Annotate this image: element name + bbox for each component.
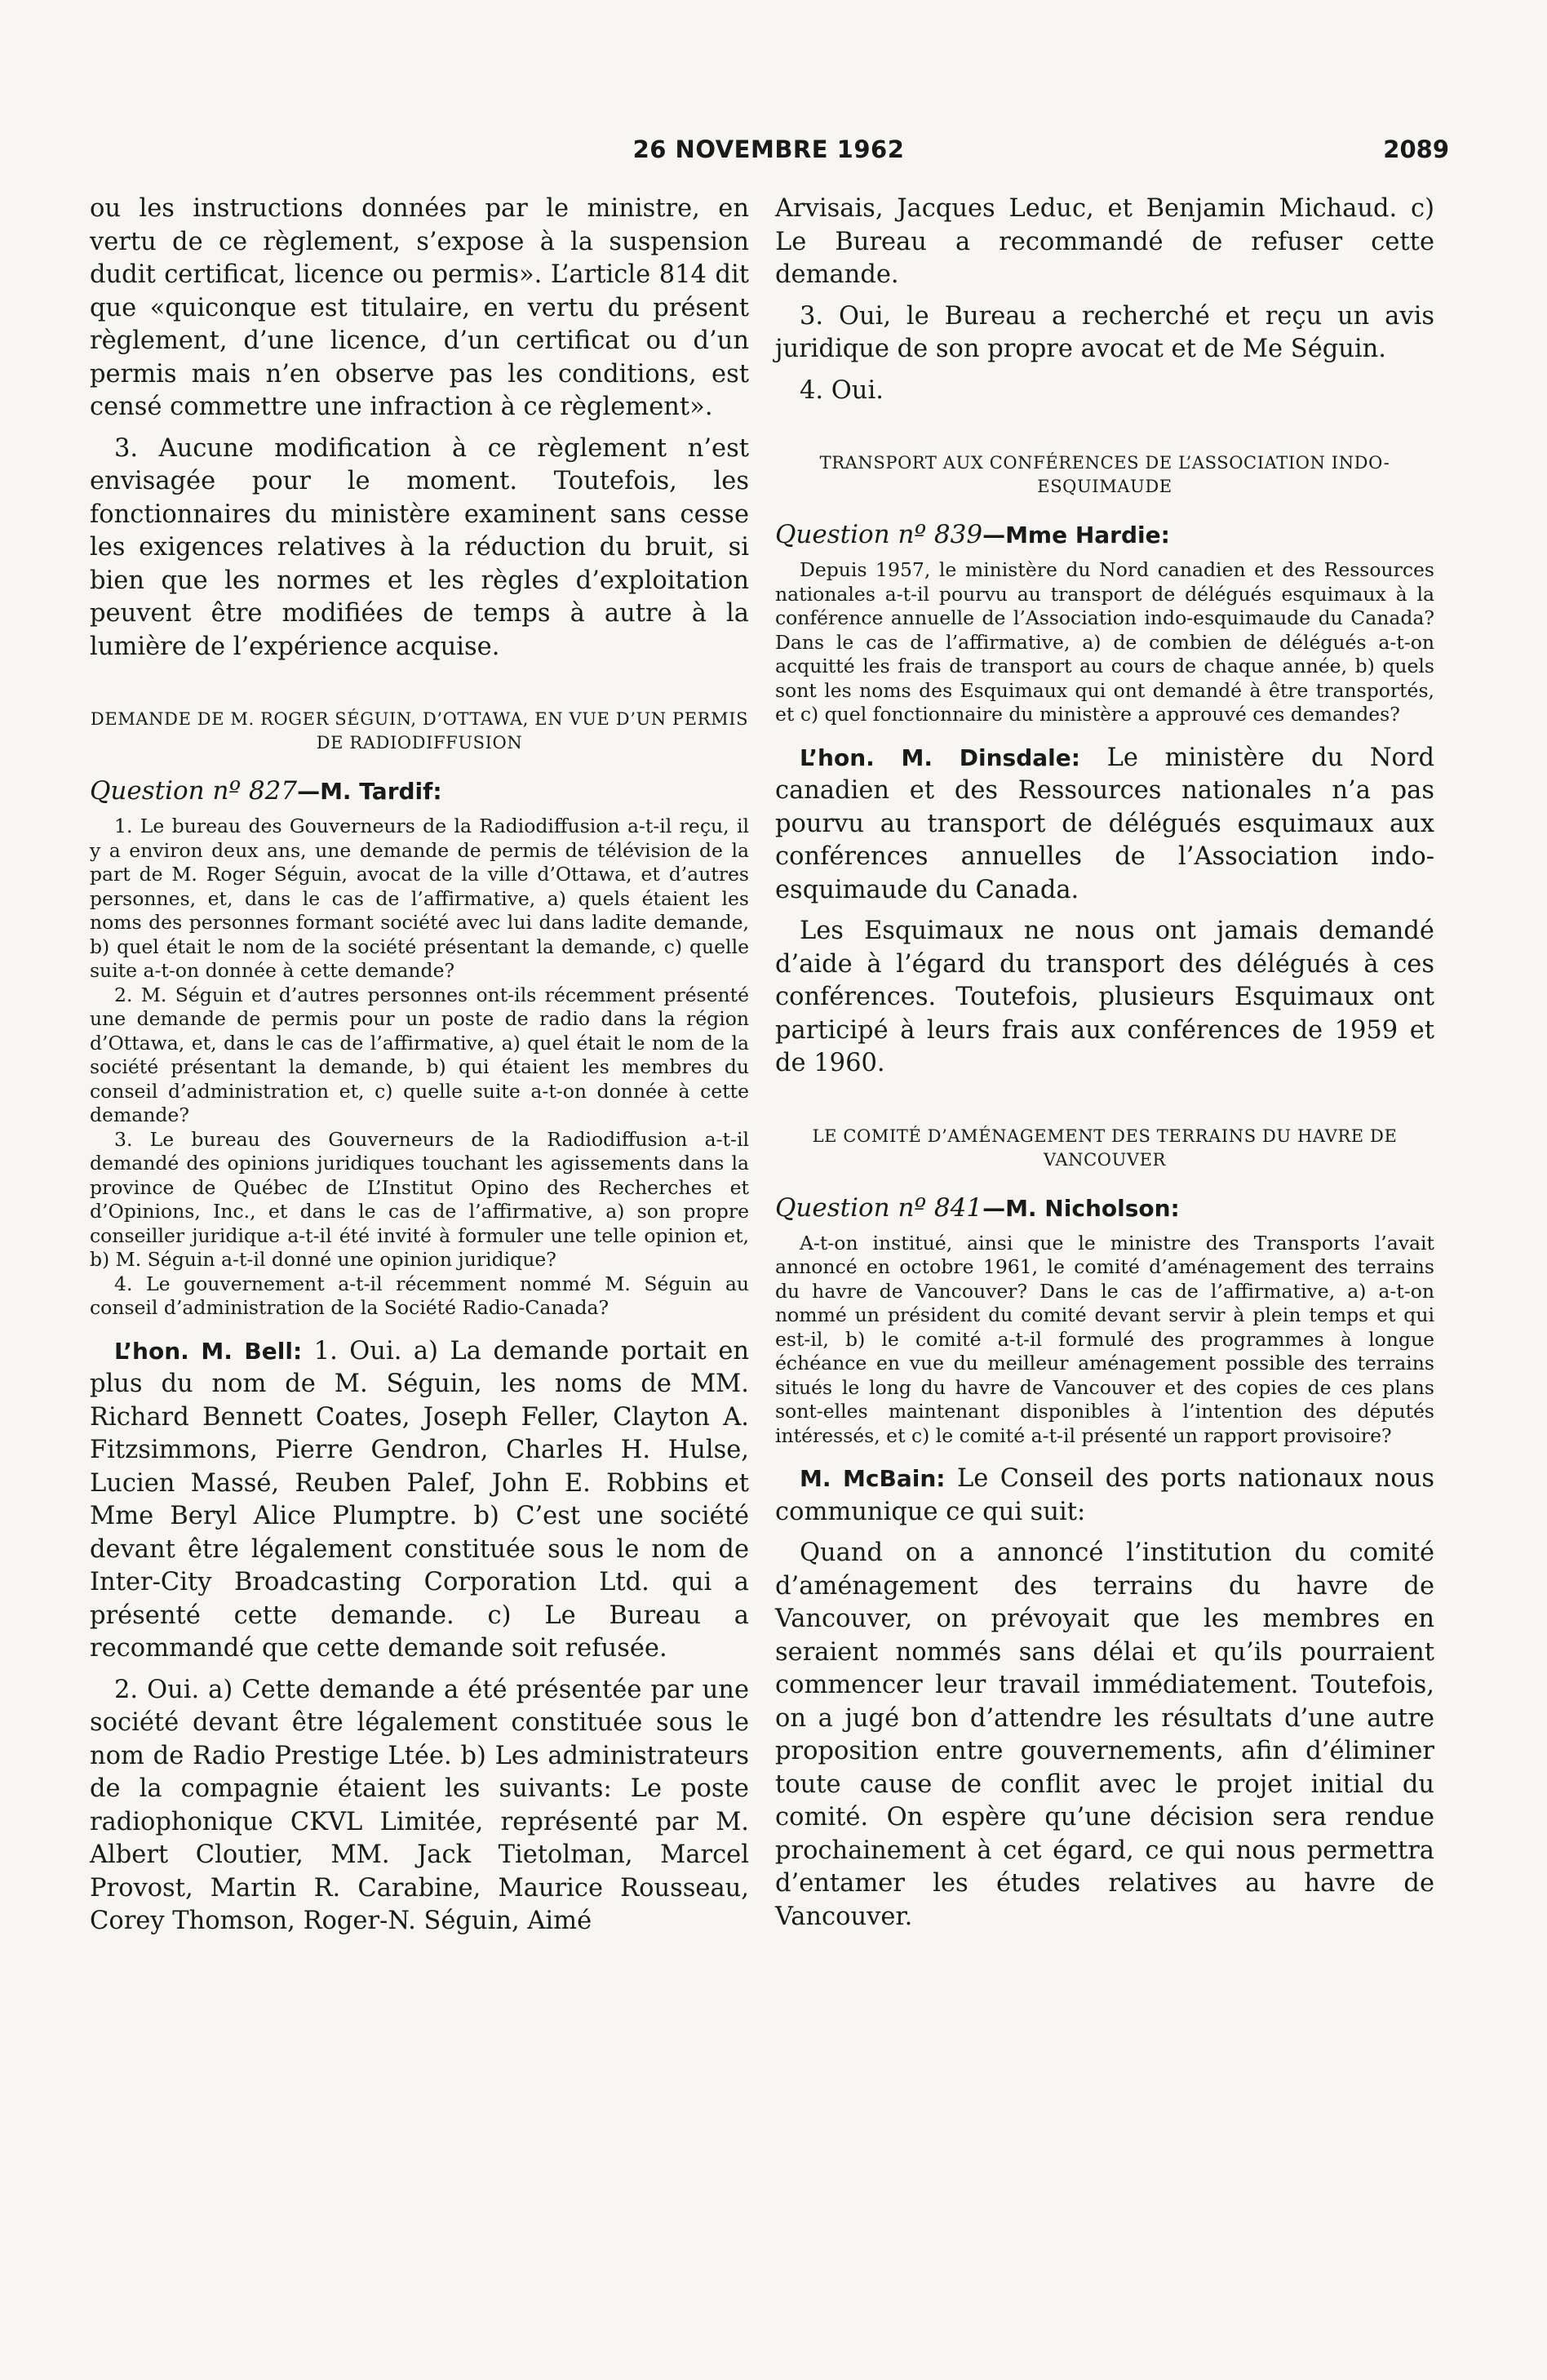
question-asker: —M. Tardif: — [297, 778, 442, 805]
speaker-name: M. McBain: — [800, 1465, 946, 1492]
paragraph: Les Esquimaux ne nous ont jamais demandé d’aide à l’égard du transport des délégués à ces conférences. Toutefois, plusieurs Esquimaux ont participé à leurs frais aux conférences de 1959 et de 1960. — [775, 917, 1434, 1077]
question-item: 3. Le bureau des Gouverneurs de la Radiodiffusion a-t-il demandé des opinions juridiques touchant les agissements dans la province de Québec de L’Institut Opino des Recherches et d’Opinions, Inc., et dans le cas de l’affirmative, a) son propre conseiller juridique a-t-il été invité à formuler une telle opinion et, b) M. Séguin a-t-il donné une opinion juridique? — [90, 1127, 749, 1271]
question-asker: —Mme Hardie: — [982, 522, 1170, 548]
paragraph: Arvisais, Jacques Leduc, et Benjamin Michaud. c) Le Bureau a recommandé de refuser cette demande. — [775, 194, 1434, 289]
answer-text: 1. Oui. a) La demande portait en plus du nom de M. Séguin, les noms de MM. Richard Bennett Coates, Joseph Feller, Clayton A. Fitzsimmons, Pierre Gendron, Charles H. Hulse, Lucien Massé, Reuben Palef, John E. Robbins et Mme Beryl Alice Plumptre. b) C’est une société devant être légalement constituée sous le nom de Inter-City Broadcasting Corporation Ltd. qui a présenté cette demande. c) Le Bureau a recommandé que cette demande soit refusée. — [90, 1336, 750, 1663]
question-text: Depuis 1957, le ministère du Nord canadien et des Ressources nationales a-t-il pourvu au transport de délégués esquimaux à la conférence annuelle de l’Association indo-esquimaude du Canada? Dans le cas de l’affirmative, a) de combien de délégués a-t-on acquitté les frais de transport au cours de chaque année, b) quels sont les noms des Esquimaux qui ont demandé à être transportés, et c) quel fonctionnaire du ministère a approuvé ces demandes? — [775, 558, 1434, 726]
question-text: A-t-on institué, ainsi que le ministre des Transports l’avait annoncé en octobre 1961, le comité d’aménagement des terrains du havre de Vancouver? Dans le cas de l’affirmative, a) a-t-on nommé un président du comité devant servir à plein temps et qui est-il, b) le comité a-t-il formulé des programmes à longue échéance en vue du meilleur aménagement possible des terrains situés le long du havre de Vancouver et des copies de ces plans sont-elles maintenant disponibles à l’intention des députés intéressés, et c) le comité a-t-il présenté un rapport provisoire? — [775, 1231, 1434, 1447]
question-asker: —M. Nicholson: — [982, 1194, 1180, 1222]
paragraph: 3. Aucune modification à ce règlement n’est envisagée pour le moment. Toutefois, les fonctionnaires du ministère examinent sans cesse les exigences relatives à la réduction du bruit, si bien que les normes et les règles d’exploitation peuvent être modifiées de temps à autre à la lumière de l’expérience acquise. — [90, 433, 749, 661]
speaker-name: L’hon. M. Dinsdale: — [800, 744, 1080, 771]
section-heading: LE COMITÉ D’AMÉNAGEMENT DES TERRAINS DU HAVRE DE VANCOUVER — [812, 1126, 1398, 1170]
question-line — [775, 1192, 1434, 1225]
question-item: 2. M. Séguin et d’autres personnes ont-ils récemment présenté une demande de permis pour un poste de radio dans la région d’Ottawa, et, dans le cas de l’affirmative, a) quel était le nom de la société présentant la demande, b) qui étaient les membres du conseil d’administration et, c) quelle suite a-t-on donnée à cette demande? — [90, 983, 749, 1126]
question-label: Question nº 827 — [90, 776, 298, 806]
speaker-name: L’hon. M. Bell: — [114, 1337, 303, 1365]
paragraph: 3. Oui, le Bureau a recherché et reçu un avis juridique de son propre avocat et de Me Séguin. — [775, 301, 1434, 363]
page-number: 2089 — [1383, 135, 1449, 163]
section-heading: DEMANDE DE M. ROGER SÉGUIN, D’OTTAWA, EN VUE D’UN PERMIS DE RADIODIFFUSION — [90, 709, 749, 753]
answer-paragraph — [775, 742, 1434, 908]
question-line — [90, 775, 749, 808]
left-column — [90, 193, 749, 1938]
answer-paragraph — [90, 1335, 749, 1666]
answer-paragraph — [775, 1463, 1434, 1529]
answer-text: Le ministère du Nord canadien et des Ressources nationales n’a pas pourvu au transport de délégués esquimaux aux conférences annuelles de l’Association indo-esquimaude du Canada. — [775, 743, 1434, 904]
header-date: 26 NOVEMBRE 1962 — [632, 135, 905, 163]
question-item: 4. Le gouvernement a-t-il récemment nommé M. Séguin au conseil d’administration de la Société Radio-Canada? — [90, 1272, 749, 1319]
paragraph: Quand on a annoncé l’institution du comité d’aménagement des terrains du havre de Vancouver, on prévoyait que les membres en seraient nommés sans délai et qu’ils pourraient commencer leur travail immédiatement. Toutefois, on a jugé bon d’attendre les résultats d’une autre proposition entre gouvernements, afin d’éliminer toute cause de conflit avec le projet initial du comité. On espère qu’une décision sera rendue prochainement à cet égard, ce qui nous permettra d’entamer les études relatives au havre de Vancouver. — [775, 1539, 1434, 1931]
question-label: Question nº 841 — [775, 1192, 983, 1223]
right-column — [775, 193, 1434, 1934]
answer-text: Le Conseil des ports nationaux nous communique ce qui suit: — [775, 1464, 1434, 1526]
paragraph: ou les instructions données par le ministre, en vertu de ce règlement, s’expose à la suspension dudit certificat, licence ou permis». L’article 814 dit que «quiconque est titulaire, en vertu du présent règlement, d’une licence, d’un certificat ou d’un permis mais n’en observe pas les conditions, est censé commettre une infraction à ce règlement». — [90, 194, 749, 421]
page-header — [88, 135, 1449, 171]
paragraph: 4. Oui. — [800, 375, 884, 405]
question-line — [775, 518, 1434, 552]
paragraph: 2. Oui. a) Cette demande a été présentée par une société devant être légalement constituée sous le nom de Radio Prestige Ltée. b) Les administrateurs de la compagnie étaient les suivants: Le poste radiophonique CKVL Limitée, représenté par M. Albert Cloutier, MM. Jack Tietolman, Marcel Provost, Martin R. Carabine, Maurice Rousseau, Corey Thomson, Roger-N. Séguin, Aimé — [90, 1675, 749, 1935]
question-label: Question nº 839 — [775, 520, 983, 549]
question-item: 1. Le bureau des Gouverneurs de la Radiodiffusion a-t-il reçu, il y a environ deux ans, une demande de permis de télévision de la part de M. Roger Séguin, avocat de la ville d’Ottawa, et d’autres personnes, et, dans le cas de l’affirmative, a) quels étaient les noms des personnes formant société avec lui dans ladite demande, b) quel était le nom de la société présentant la demande, c) quelle suite a-t-on donnée à cette demande? — [90, 815, 749, 982]
section-heading: TRANSPORT AUX CONFÉRENCES DE L’ASSOCIATION INDO-ESQUIMAUDE — [819, 453, 1390, 496]
